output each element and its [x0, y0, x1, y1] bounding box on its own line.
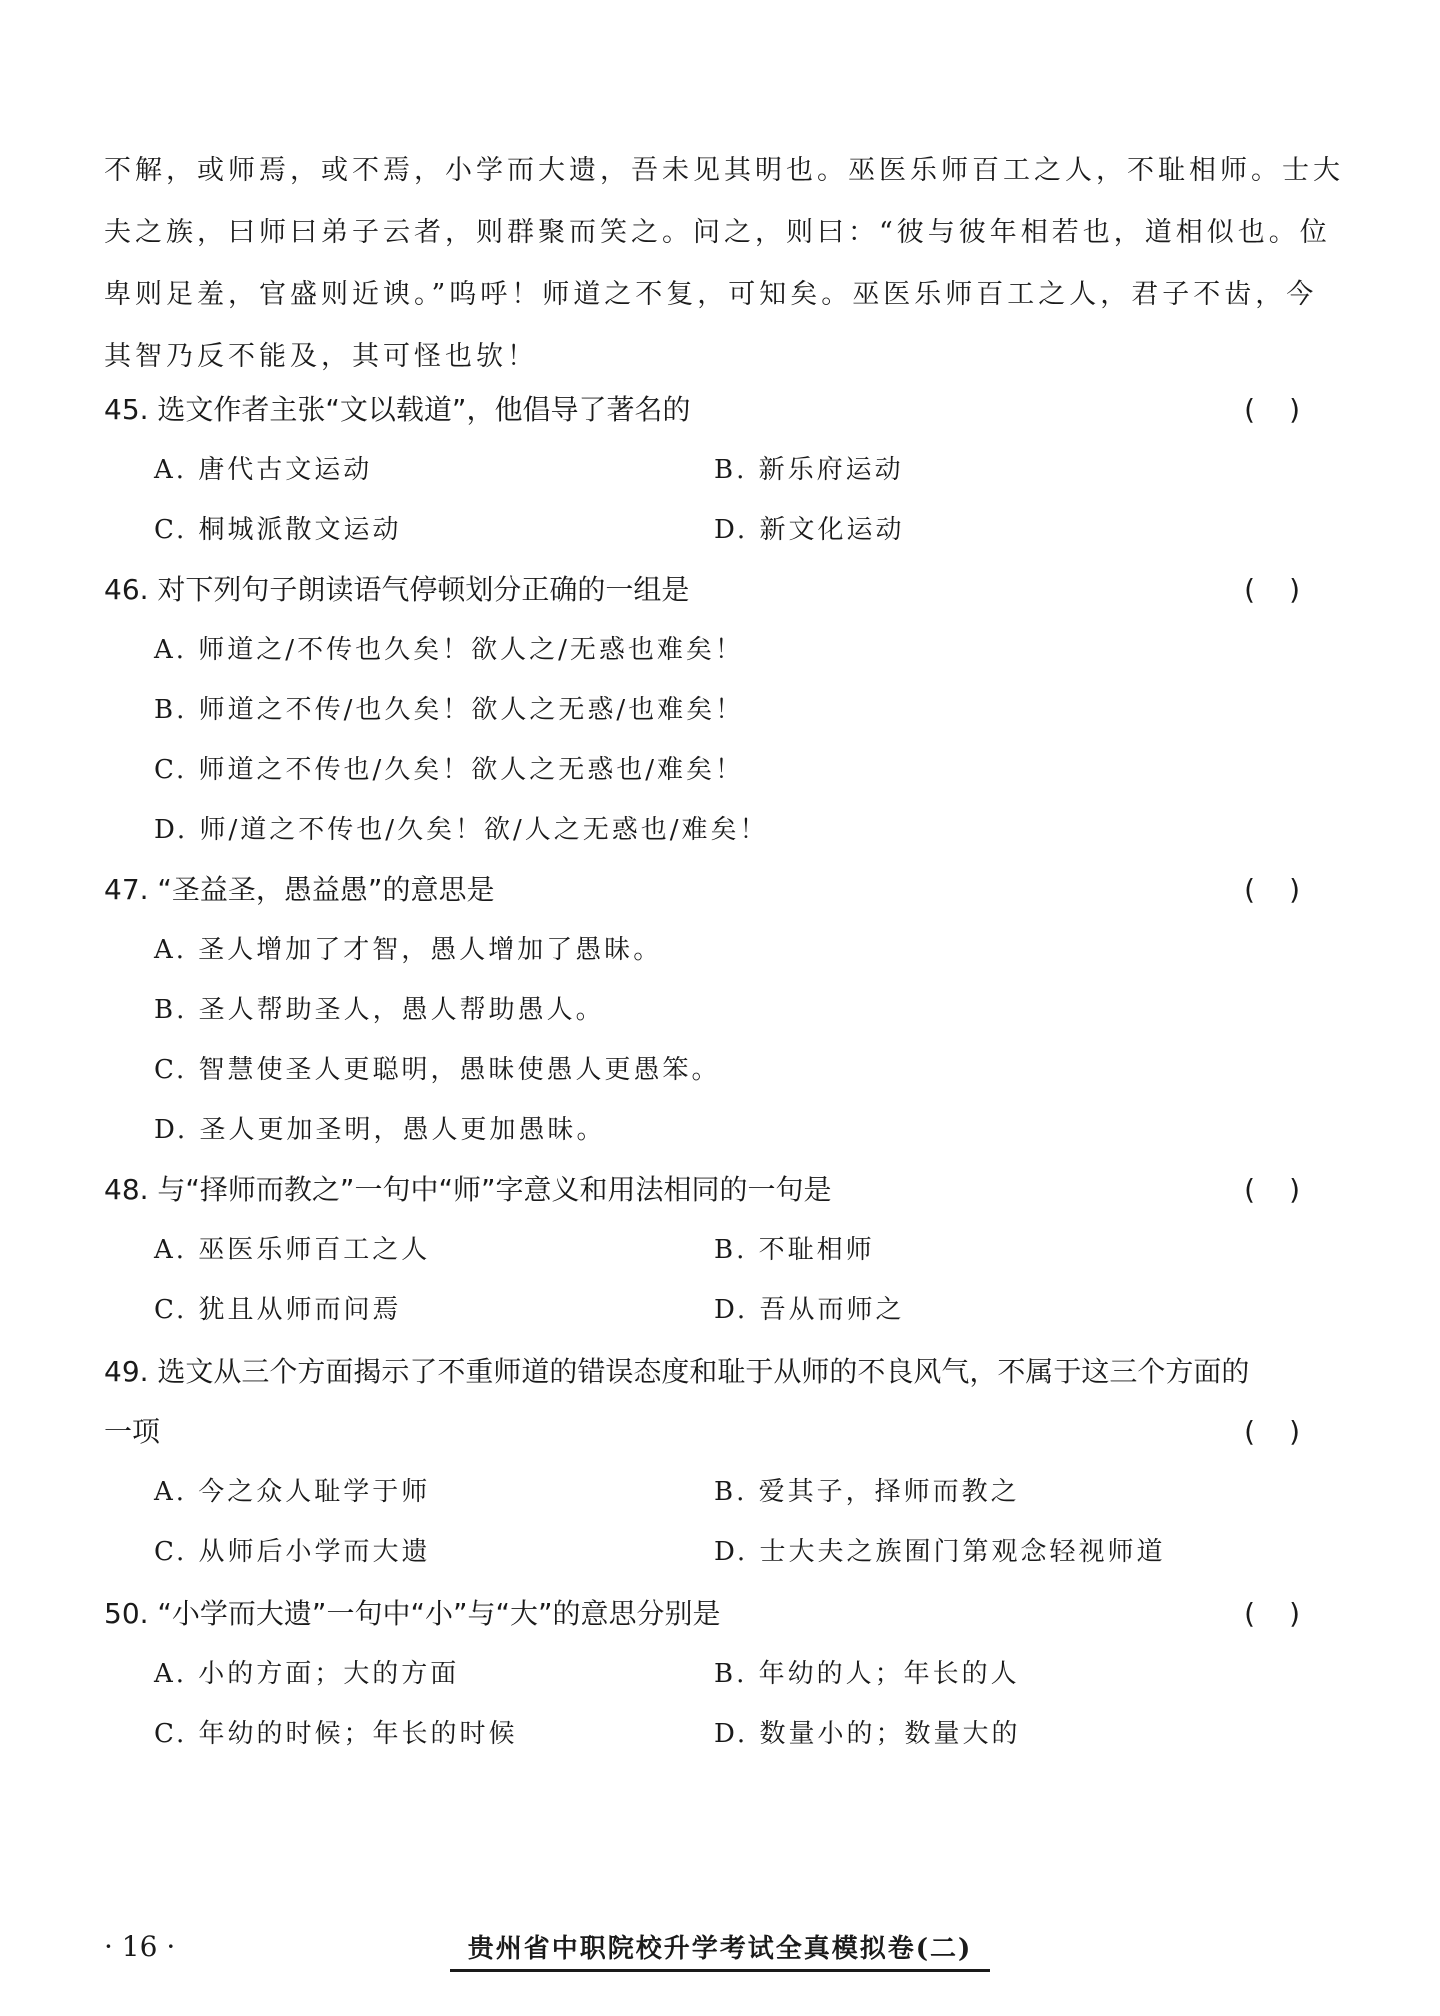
- option-b: B. 师道之不传/也久矣！欲人之无惑/也难矣！: [154, 695, 745, 725]
- question-stem: 47. “圣益圣，愚益愚”的意思是: [104, 873, 495, 906]
- question-47: [104, 860, 1334, 1160]
- question-46: [104, 560, 1334, 860]
- passage-line: 夫之族，曰师曰弟子云者，则群聚而笑之。问之，则曰：“彼与彼年相若也，道相似也。位: [104, 217, 1331, 248]
- question-stem: 45. 选文作者主张“文以载道”，他倡导了著名的: [104, 393, 691, 426]
- question-stem: 46. 对下列句子朗读语气停顿划分正确的一组是: [104, 573, 690, 606]
- question-stem: 50. “小学而大遗”一句中“小”与“大”的意思分别是: [104, 1597, 721, 1630]
- option-d: D. 师/道之不传也/久矣！欲/人之无惑也/难矣！: [154, 815, 769, 845]
- answer-blank: (): [1244, 1597, 1334, 1630]
- option-b: B. 新乐府运动: [714, 455, 904, 485]
- option-c: C. 犹且从师而问焉: [154, 1295, 402, 1325]
- option-a: A. 师道之/不传也久矣！欲人之/无惑也难矣！: [154, 635, 744, 665]
- option-b: B. 圣人帮助圣人，愚人帮助愚人。: [154, 995, 605, 1025]
- option-c: C. 从师后小学而大遗: [154, 1537, 431, 1567]
- option-a: A. 圣人增加了才智，愚人增加了愚昧。: [154, 935, 663, 965]
- option-a: A. 唐代古文运动: [154, 455, 373, 485]
- option-d: D. 士大夫之族囿门第观念轻视师道: [714, 1537, 1166, 1567]
- passage: [104, 140, 1344, 388]
- option-d: D. 数量小的；数量大的: [714, 1719, 1021, 1749]
- option-d: D. 新文化运动: [714, 515, 905, 545]
- question-48: [104, 1160, 1334, 1340]
- option-d: D. 吾从而师之: [714, 1295, 905, 1325]
- footer-title: 贵州省中职院校升学考试全真模拟卷(二): [450, 1928, 990, 1972]
- option-a: A. 小的方面；大的方面: [154, 1659, 460, 1689]
- passage-line: 卑则足羞，官盛则近谀。”呜呼！师道之不复，可知矣。巫医乐师百工之人，君子不齿，今: [104, 279, 1318, 310]
- question-50: [104, 1584, 1334, 1764]
- option-d: D. 圣人更加圣明，愚人更加愚昧。: [154, 1115, 606, 1145]
- question-45: [104, 380, 1334, 560]
- answer-blank: (): [1244, 873, 1334, 906]
- question-49: [104, 1342, 1334, 1582]
- passage-line: 不解，或师焉，或不焉，小学而大遗，吾未见其明也。巫医乐师百工之人，不耻相师。士大: [104, 155, 1344, 186]
- question-stem: 49. 选文从三个方面揭示了不重师道的错误态度和耻于从师的不良风气，不属于这三个方面的: [104, 1355, 1250, 1388]
- answer-blank: (): [1244, 1415, 1334, 1448]
- option-b: B. 爱其子，择师而教之: [714, 1477, 1020, 1507]
- option-c: C. 智慧使圣人更聪明，愚昧使愚人更愚笨。: [154, 1055, 721, 1085]
- passage-line: 其智乃反不能及，其可怪也欤！: [104, 341, 538, 372]
- option-b: B. 不耻相师: [714, 1235, 875, 1265]
- page-number: · 16 ·: [104, 1930, 176, 1963]
- option-a: A. 今之众人耻学于师: [154, 1477, 431, 1507]
- option-c: C. 桐城派散文运动: [154, 515, 402, 545]
- option-b: B. 年幼的人；年长的人: [714, 1659, 1020, 1689]
- option-a: A. 巫医乐师百工之人: [154, 1235, 431, 1265]
- answer-blank: (): [1244, 1173, 1334, 1206]
- option-c: C. 年幼的时候；年长的时候: [154, 1719, 518, 1749]
- answer-blank: (): [1244, 573, 1334, 606]
- question-stem-continued: 一项: [104, 1415, 161, 1448]
- question-stem: 48. 与“择师而教之”一句中“师”字意义和用法相同的一句是: [104, 1173, 832, 1206]
- answer-blank: (): [1244, 393, 1334, 426]
- option-c: C. 师道之不传也/久矣！欲人之无惑也/难矣！: [154, 755, 745, 785]
